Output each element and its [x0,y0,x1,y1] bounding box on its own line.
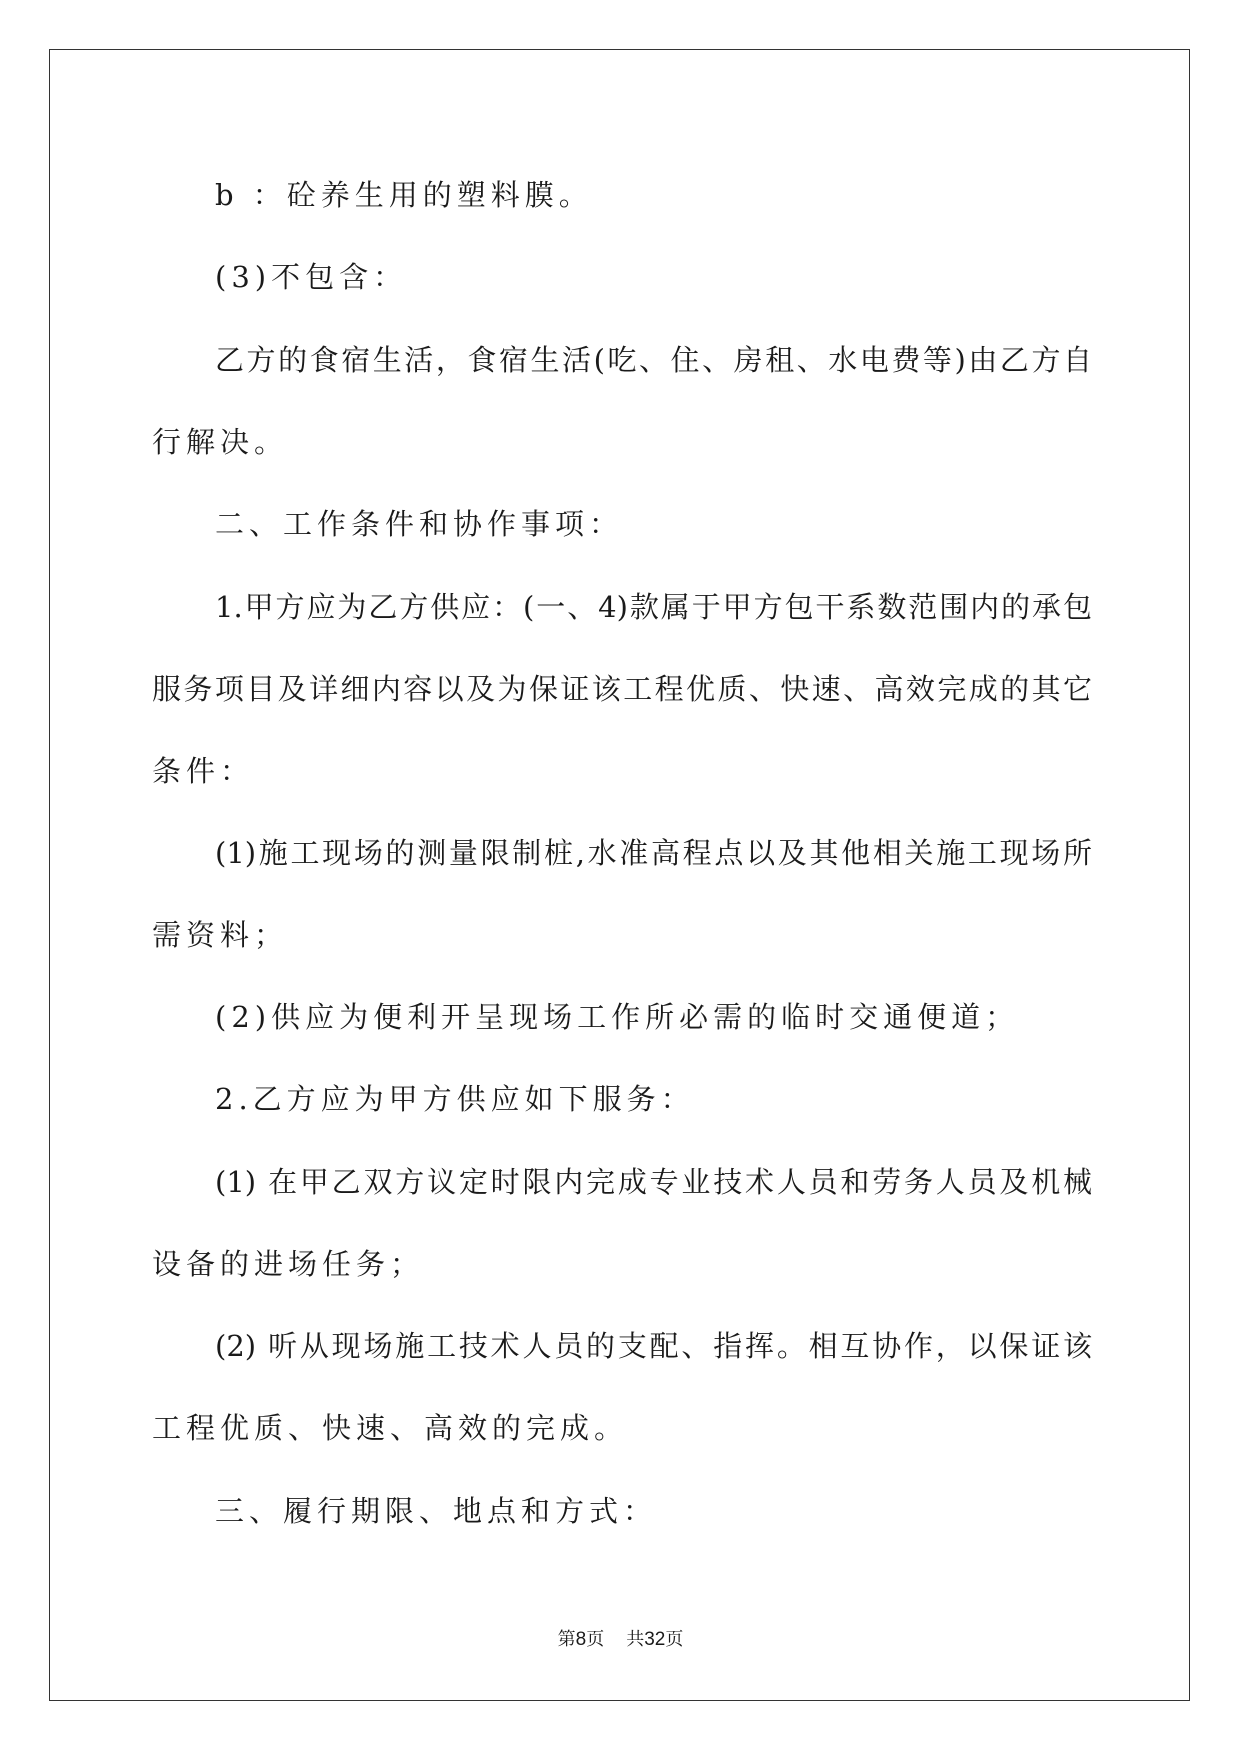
page-border [49,49,1190,1701]
paragraph-line: 2.乙方应为甲方供应如下服务： [215,1082,695,1116]
paragraph-line: b ：砼养生用的塑料膜。 [215,178,593,212]
paragraph-line: (2)供应为便利开呈现场工作所必需的临时交通便道； [215,1000,1020,1034]
total-label-prefix: 共 [626,1629,645,1650]
paragraph-line: 乙方的食宿生活，食宿生活(吃、住、房租、水电费等)由乙方自 [215,343,1092,377]
section-heading: 三、履行期限、地点和方式： [215,1494,658,1528]
paragraph-line: 设备的进场任务； [152,1247,425,1281]
total-page-count: 32 [644,1629,666,1650]
paragraph-line: 服务项目及详细内容以及为保证该工程优质、快速、高效完成的其它 [152,672,1092,706]
page-label-suffix: 页 [586,1629,605,1650]
page-label-prefix: 第 [557,1629,576,1650]
paragraph-line: 条件： [152,754,255,788]
page-footer [0,1628,1241,1652]
paragraph-line: (1)施工现场的测量限制桩,水准高程点以及其他相关施工现场所 [215,836,1092,870]
current-page-number: 8 [575,1629,587,1650]
paragraph-line: 工程优质、快速、高效的完成。 [152,1411,629,1445]
paragraph-line: (1) 在甲乙双方议定时限内完成专业技术人员和劳务人员及机械 [215,1165,1092,1199]
section-heading: 二、工作条件和协作事项： [215,507,624,541]
paragraph-line: (2) 听从现场施工技术人员的支配、指挥。相互协作，以保证该 [215,1329,1092,1363]
paragraph-line: 行解决。 [152,425,289,459]
paragraph-line: 1.甲方应为乙方供应：(一、4)款属于甲方包干系数范围内的承包 [215,590,1092,624]
paragraph-line: (3)不包含： [215,260,408,294]
total-label-suffix: 页 [665,1629,684,1650]
paragraph-line: 需资料； [152,918,289,952]
